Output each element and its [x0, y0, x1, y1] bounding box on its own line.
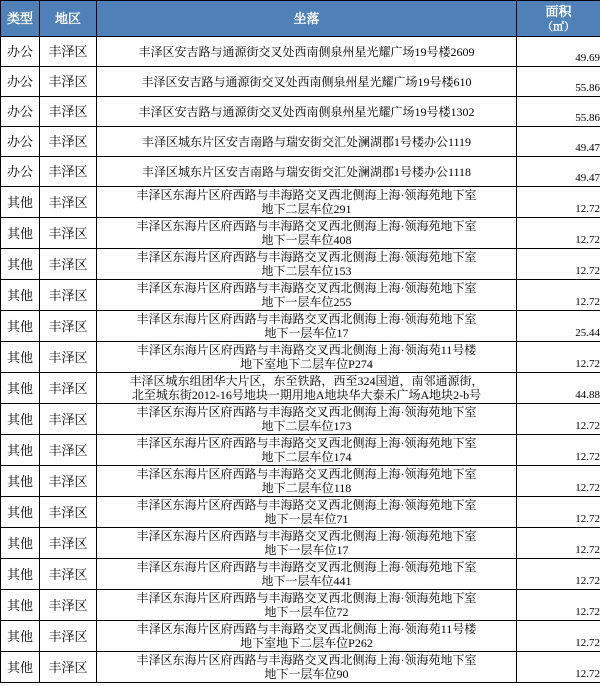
cell-district: 丰泽区 — [40, 157, 97, 187]
cell-area: 12.72 — [517, 280, 600, 311]
cell-district: 丰泽区 — [40, 280, 97, 311]
cell-district: 丰泽区 — [40, 559, 97, 590]
table-row — [1, 621, 600, 652]
location-line: 地下一层车位255 — [261, 295, 352, 309]
cell-location — [97, 435, 517, 466]
table-row — [1, 187, 600, 218]
cell-location — [97, 67, 517, 97]
table-row — [1, 97, 600, 127]
cell-type: 其他 — [1, 652, 40, 683]
table-row — [1, 528, 600, 559]
cell-district: 丰泽区 — [40, 37, 97, 67]
cell-area: 55.86 — [517, 97, 600, 127]
location-line: 地下一层车位71 — [264, 512, 349, 526]
location-line: 地下一层车位17 — [264, 543, 349, 557]
cell-district: 丰泽区 — [40, 187, 97, 218]
location-line: 丰泽区城东组团华大片区，东至铁路，西至324国道，南邻通源街， — [129, 374, 484, 388]
table-row — [1, 37, 600, 67]
cell-district: 丰泽区 — [40, 218, 97, 249]
header-area — [517, 1, 600, 37]
location-line: 丰泽区东海片区府西路与丰海路交叉西北侧海上海·领海苑11号楼 — [136, 343, 477, 357]
location-line: 地下室地下二层车位P274 — [240, 357, 373, 371]
table-row — [1, 249, 600, 280]
cell-location — [97, 466, 517, 497]
location-line: 丰泽区东海片区府西路与丰海路交叉西北侧海上海·领海苑地下室 — [136, 529, 477, 543]
location-line: 地下一层车位441 — [261, 574, 352, 588]
table-row — [1, 157, 600, 187]
location-line: 丰泽区安吉路与通源街交叉处西南侧泉州星光耀广场19号楼1302 — [138, 104, 475, 119]
cell-location — [97, 497, 517, 528]
header-area-label: 面积 — [545, 3, 572, 19]
table-row — [1, 404, 600, 435]
cell-type: 其他 — [1, 342, 40, 373]
cell-location — [97, 621, 517, 652]
location-line: 北至城东街2012-16号地块一期用地A地块华大泰禾广场A地块2-b号 — [131, 388, 482, 402]
cell-type: 其他 — [1, 528, 40, 559]
location-line: 丰泽区城东片区安吉南路与瑞安街交汇处澜湖郡1号楼办公1119 — [141, 134, 472, 149]
cell-area: 12.72 — [517, 559, 600, 590]
cell-location — [97, 127, 517, 157]
cell-area: 12.72 — [517, 528, 600, 559]
cell-location — [97, 157, 517, 187]
cell-type: 办公 — [1, 67, 40, 97]
cell-area: 12.72 — [517, 218, 600, 249]
cell-type: 其他 — [1, 311, 40, 342]
location-line: 丰泽区东海片区府西路与丰海路交叉西北侧海上海·领海苑地下室 — [136, 653, 477, 667]
table-row — [1, 652, 600, 683]
cell-location — [97, 652, 517, 683]
table-row — [1, 280, 600, 311]
cell-district: 丰泽区 — [40, 373, 97, 404]
cell-type: 其他 — [1, 621, 40, 652]
table-row — [1, 435, 600, 466]
cell-district: 丰泽区 — [40, 621, 97, 652]
table-row — [1, 127, 600, 157]
table-row — [1, 590, 600, 621]
location-line: 地下一层车位72 — [264, 605, 349, 619]
cell-area: 12.72 — [517, 497, 600, 528]
cell-location — [97, 404, 517, 435]
cell-district: 丰泽区 — [40, 590, 97, 621]
location-line: 丰泽区东海片区府西路与丰海路交叉西北侧海上海·领海苑地下室 — [136, 188, 477, 202]
cell-type: 其他 — [1, 497, 40, 528]
cell-area: 12.72 — [517, 466, 600, 497]
cell-location — [97, 590, 517, 621]
cell-district: 丰泽区 — [40, 528, 97, 559]
cell-area: 12.72 — [517, 404, 600, 435]
cell-district: 丰泽区 — [40, 249, 97, 280]
location-line: 丰泽区东海片区府西路与丰海路交叉西北侧海上海·领海苑11号楼 — [136, 622, 477, 636]
cell-district: 丰泽区 — [40, 127, 97, 157]
location-line: 地下二层车位118 — [261, 481, 352, 495]
cell-location — [97, 97, 517, 127]
header-location: 坐落 — [97, 1, 517, 37]
cell-type: 其他 — [1, 187, 40, 218]
table-row — [1, 67, 600, 97]
location-line: 地下二层车位174 — [261, 450, 352, 464]
header-area-unit: （㎡） — [542, 20, 575, 33]
cell-type: 办公 — [1, 37, 40, 67]
cell-district: 丰泽区 — [40, 435, 97, 466]
cell-district: 丰泽区 — [40, 497, 97, 528]
table-row — [1, 559, 600, 590]
cell-area: 12.72 — [517, 652, 600, 683]
cell-location — [97, 249, 517, 280]
cell-type: 其他 — [1, 404, 40, 435]
table-row — [1, 497, 600, 528]
cell-type: 其他 — [1, 590, 40, 621]
cell-type: 其他 — [1, 373, 40, 404]
cell-area: 49.47 — [517, 157, 600, 187]
table-row — [1, 342, 600, 373]
cell-location — [97, 528, 517, 559]
cell-area: 25.44 — [517, 311, 600, 342]
cell-location — [97, 373, 517, 404]
cell-type: 其他 — [1, 435, 40, 466]
cell-type: 办公 — [1, 127, 40, 157]
cell-location — [97, 37, 517, 67]
cell-district: 丰泽区 — [40, 404, 97, 435]
location-line: 丰泽区安吉路与通源街交叉处西南侧泉州星光耀广场19号楼610 — [141, 74, 472, 89]
cell-location — [97, 218, 517, 249]
cell-location — [97, 311, 517, 342]
cell-location — [97, 559, 517, 590]
cell-area: 12.72 — [517, 621, 600, 652]
location-line: 地下一层车位17 — [264, 326, 349, 340]
location-line: 地下室地下二层车位P262 — [240, 636, 373, 650]
header-district: 地区 — [40, 1, 97, 37]
cell-area: 12.72 — [517, 590, 600, 621]
cell-area: 12.72 — [517, 342, 600, 373]
cell-area: 12.72 — [517, 435, 600, 466]
cell-type: 办公 — [1, 157, 40, 187]
location-line: 地下一层车位408 — [261, 233, 352, 247]
cell-district: 丰泽区 — [40, 97, 97, 127]
table-row — [1, 466, 600, 497]
location-line: 丰泽区安吉路与通源街交叉处西南侧泉州星光耀广场19号楼2609 — [138, 44, 475, 59]
cell-district: 丰泽区 — [40, 466, 97, 497]
location-line: 丰泽区东海片区府西路与丰海路交叉西北侧海上海·领海苑地下室 — [136, 405, 477, 419]
location-line: 地下二层车位153 — [261, 264, 352, 278]
location-line: 丰泽区东海片区府西路与丰海路交叉西北侧海上海·领海苑地下室 — [136, 436, 477, 450]
cell-location — [97, 187, 517, 218]
cell-area: 12.72 — [517, 187, 600, 218]
location-line: 丰泽区东海片区府西路与丰海路交叉西北侧海上海·领海苑地下室 — [136, 250, 477, 264]
cell-type: 其他 — [1, 559, 40, 590]
cell-type: 其他 — [1, 249, 40, 280]
cell-type: 办公 — [1, 97, 40, 127]
table-row — [1, 373, 600, 404]
cell-area: 49.47 — [517, 127, 600, 157]
cell-area: 55.86 — [517, 67, 600, 97]
table-row — [1, 218, 600, 249]
location-line: 丰泽区东海片区府西路与丰海路交叉西北侧海上海·领海苑地下室 — [136, 281, 477, 295]
location-line: 丰泽区东海片区府西路与丰海路交叉西北侧海上海·领海苑地下室 — [136, 219, 477, 233]
location-line: 丰泽区东海片区府西路与丰海路交叉西北侧海上海·领海苑地下室 — [136, 312, 477, 326]
location-line: 丰泽区东海片区府西路与丰海路交叉西北侧海上海·领海苑地下室 — [136, 467, 477, 481]
cell-area: 49.69 — [517, 37, 600, 67]
location-line: 丰泽区东海片区府西路与丰海路交叉西北侧海上海·领海苑地下室 — [136, 498, 477, 512]
location-line: 丰泽区东海片区府西路与丰海路交叉西北侧海上海·领海苑地下室 — [136, 591, 477, 605]
table-row — [1, 311, 600, 342]
cell-type: 其他 — [1, 280, 40, 311]
location-line: 丰泽区城东片区安吉南路与瑞安街交汇处澜湖郡1号楼办公1118 — [141, 164, 472, 179]
location-line: 地下二层车位291 — [261, 202, 352, 216]
cell-area: 44.88 — [517, 373, 600, 404]
header-row — [1, 1, 600, 37]
cell-location — [97, 280, 517, 311]
location-line: 地下一层车位90 — [264, 667, 349, 681]
cell-area: 12.72 — [517, 249, 600, 280]
cell-location — [97, 342, 517, 373]
location-line: 丰泽区东海片区府西路与丰海路交叉西北侧海上海·领海苑地下室 — [136, 560, 477, 574]
cell-district: 丰泽区 — [40, 652, 97, 683]
cell-district: 丰泽区 — [40, 67, 97, 97]
cell-district: 丰泽区 — [40, 342, 97, 373]
cell-type: 其他 — [1, 218, 40, 249]
header-type: 类型 — [1, 1, 40, 37]
cell-district: 丰泽区 — [40, 311, 97, 342]
cell-type: 其他 — [1, 466, 40, 497]
location-line: 地下二层车位173 — [261, 419, 352, 433]
